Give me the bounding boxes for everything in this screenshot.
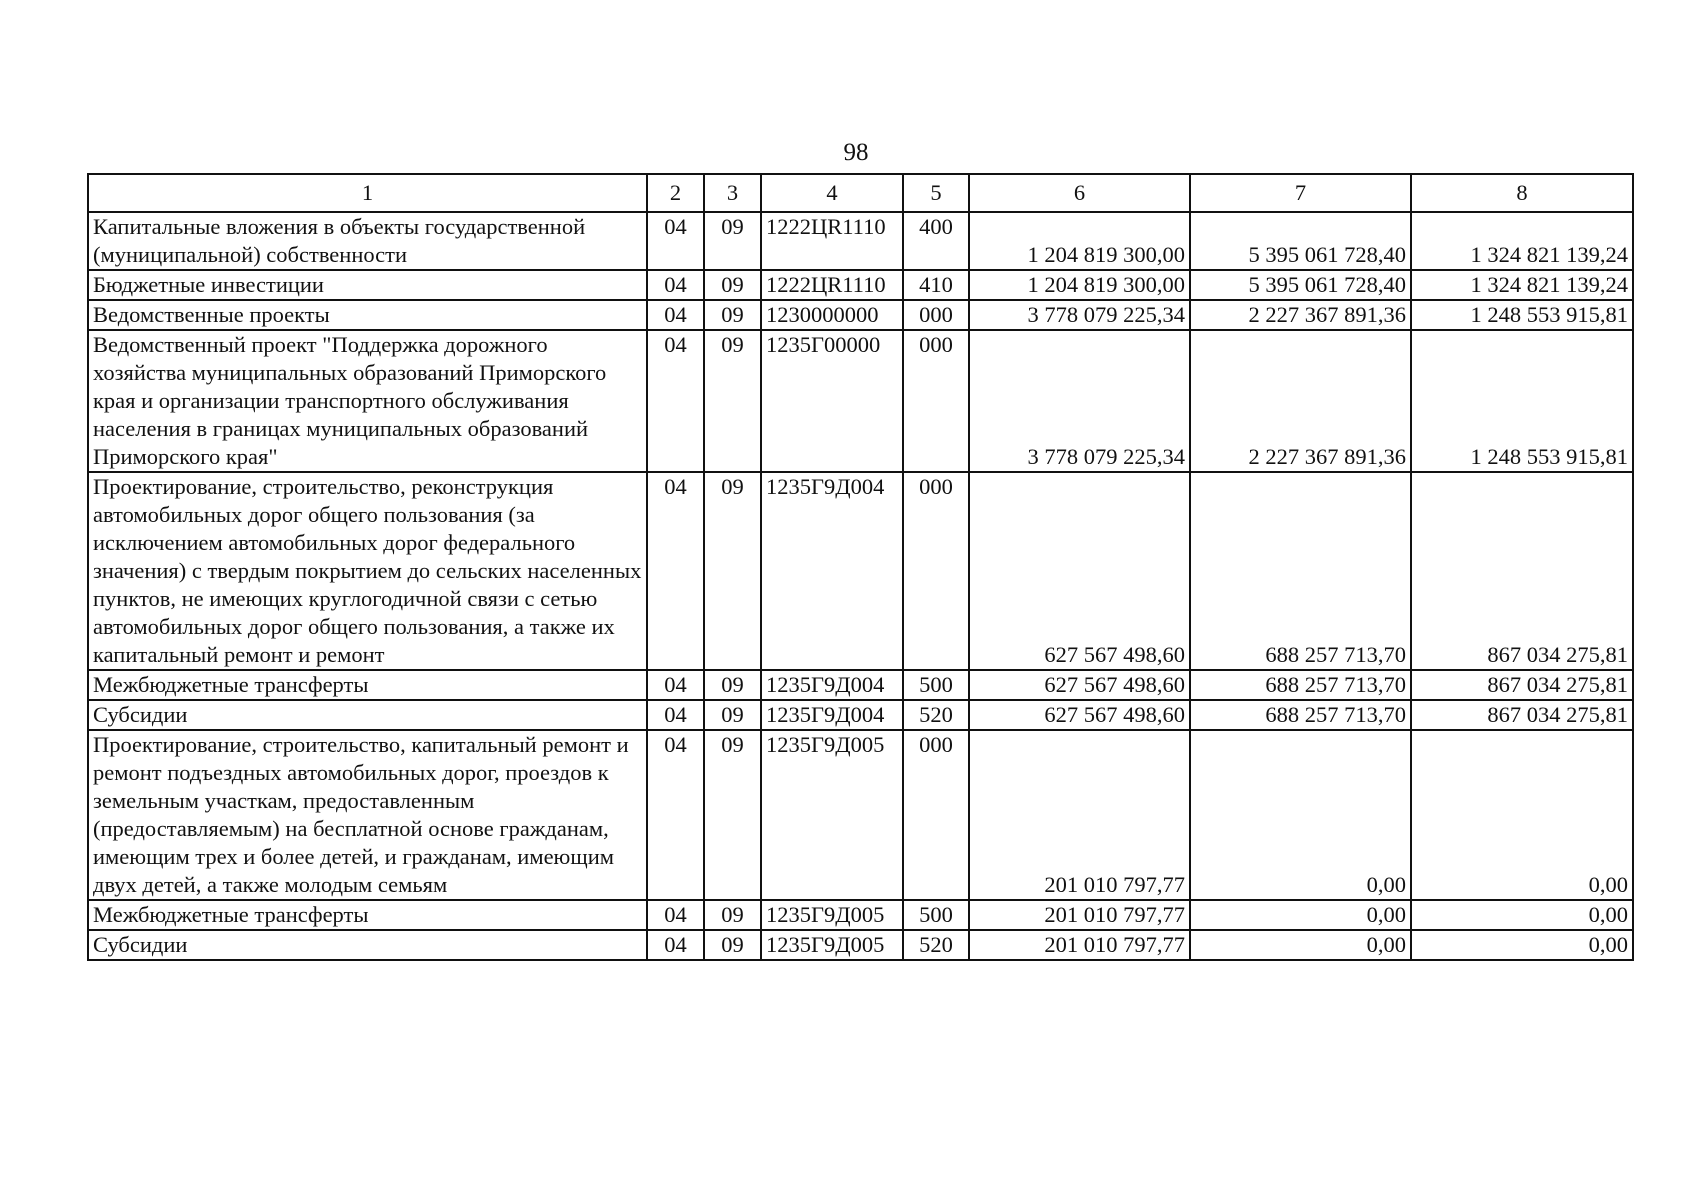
row-amount-8: 0,00: [1411, 730, 1633, 900]
row-code-3: 09: [704, 930, 761, 960]
row-code-3: 09: [704, 212, 761, 270]
row-code-5: 500: [903, 900, 969, 930]
row-name: Проектирование, строительство, капитальный ремонт и ремонт подъездных автомобильных дорог, проездов к земельным участкам, предоставленным (предоставляемым) на бесплатной основе гражданам, имеющим трех и более детей, и гражданам, имеющим двух детей, а также молодым семьям: [88, 730, 647, 900]
row-amount-6: 1 204 819 300,00: [969, 270, 1190, 300]
table-row: [88, 930, 1633, 960]
row-code-2: 04: [647, 670, 704, 700]
row-amount-8: 0,00: [1411, 900, 1633, 930]
row-amount-6: 1 204 819 300,00: [969, 212, 1190, 270]
row-amount-8: 1 324 821 139,24: [1411, 270, 1633, 300]
column-header: 7: [1190, 174, 1411, 212]
row-code-4: 1235Г9Д004: [761, 670, 903, 700]
row-amount-6: 627 567 498,60: [969, 700, 1190, 730]
row-code-3: 09: [704, 730, 761, 900]
row-code-3: 09: [704, 900, 761, 930]
row-code-2: 04: [647, 300, 704, 330]
row-code-2: 04: [647, 472, 704, 670]
row-code-3: 09: [704, 270, 761, 300]
table-row: [88, 300, 1633, 330]
column-header: 3: [704, 174, 761, 212]
table-row: [88, 730, 1633, 900]
row-code-2: 04: [647, 212, 704, 270]
row-code-5: 000: [903, 300, 969, 330]
row-code-5: 000: [903, 730, 969, 900]
row-amount-8: 1 248 553 915,81: [1411, 330, 1633, 472]
row-amount-6: 201 010 797,77: [969, 730, 1190, 900]
row-amount-7: 2 227 367 891,36: [1190, 330, 1411, 472]
row-name: Субсидии: [88, 930, 647, 960]
budget-table: [87, 173, 1634, 961]
row-amount-7: 2 227 367 891,36: [1190, 300, 1411, 330]
table-row: [88, 700, 1633, 730]
row-code-4: 1235Г9Д005: [761, 730, 903, 900]
row-amount-6: 201 010 797,77: [969, 930, 1190, 960]
column-header: 2: [647, 174, 704, 212]
table-row: [88, 330, 1633, 472]
row-amount-8: 0,00: [1411, 930, 1633, 960]
column-header: 1: [88, 174, 647, 212]
column-header: 5: [903, 174, 969, 212]
table-header-row: [88, 174, 1633, 212]
column-header: 4: [761, 174, 903, 212]
row-name: Межбюджетные трансферты: [88, 900, 647, 930]
row-amount-6: 627 567 498,60: [969, 472, 1190, 670]
row-amount-6: 3 778 079 225,34: [969, 300, 1190, 330]
row-code-5: 500: [903, 670, 969, 700]
row-amount-6: 3 778 079 225,34: [969, 330, 1190, 472]
table-row: [88, 472, 1633, 670]
row-amount-7: 688 257 713,70: [1190, 700, 1411, 730]
row-code-5: 410: [903, 270, 969, 300]
row-name: Капитальные вложения в объекты государственной (муниципальной) собственности: [88, 212, 647, 270]
row-amount-8: 867 034 275,81: [1411, 670, 1633, 700]
row-code-4: 1235Г9Д004: [761, 700, 903, 730]
column-header: 8: [1411, 174, 1633, 212]
row-amount-7: 0,00: [1190, 730, 1411, 900]
row-code-4: 1235Г00000: [761, 330, 903, 472]
row-name: Субсидии: [88, 700, 647, 730]
table-row: [88, 212, 1633, 270]
row-code-5: 400: [903, 212, 969, 270]
row-name: Межбюджетные трансферты: [88, 670, 647, 700]
row-code-5: 520: [903, 930, 969, 960]
row-code-2: 04: [647, 700, 704, 730]
row-code-3: 09: [704, 330, 761, 472]
row-amount-8: 1 324 821 139,24: [1411, 212, 1633, 270]
row-amount-7: 0,00: [1190, 930, 1411, 960]
column-header: 6: [969, 174, 1190, 212]
row-amount-8: 867 034 275,81: [1411, 700, 1633, 730]
row-code-2: 04: [647, 900, 704, 930]
table-row: [88, 270, 1633, 300]
row-amount-7: 0,00: [1190, 900, 1411, 930]
row-code-5: 520: [903, 700, 969, 730]
row-code-5: 000: [903, 330, 969, 472]
row-code-2: 04: [647, 730, 704, 900]
row-code-3: 09: [704, 670, 761, 700]
row-code-4: 1230000000: [761, 300, 903, 330]
row-code-2: 04: [647, 270, 704, 300]
page-number: 98: [843, 139, 869, 166]
row-name: Ведомственные проекты: [88, 300, 647, 330]
row-code-4: 1235Г9Д004: [761, 472, 903, 670]
row-amount-8: 1 248 553 915,81: [1411, 300, 1633, 330]
row-amount-7: 5 395 061 728,40: [1190, 270, 1411, 300]
row-code-2: 04: [647, 930, 704, 960]
table-row: [88, 670, 1633, 700]
row-amount-8: 867 034 275,81: [1411, 472, 1633, 670]
row-code-5: 000: [903, 472, 969, 670]
row-name: Бюджетные инвестиции: [88, 270, 647, 300]
row-code-2: 04: [647, 330, 704, 472]
row-code-3: 09: [704, 472, 761, 670]
row-amount-6: 627 567 498,60: [969, 670, 1190, 700]
row-amount-6: 201 010 797,77: [969, 900, 1190, 930]
row-amount-7: 688 257 713,70: [1190, 472, 1411, 670]
table-row: [88, 900, 1633, 930]
row-code-3: 09: [704, 300, 761, 330]
row-code-4: 1222ЦR1110: [761, 212, 903, 270]
row-amount-7: 5 395 061 728,40: [1190, 212, 1411, 270]
row-name: Проектирование, строительство, реконструкция автомобильных дорог общего пользования (за исключением автомобильных дорог федерального значения) с твердым покрытием до сельских населенных пунктов, не имеющих круглогодичной связи с сетью автомобильных дорог общего пользования, а также их капитальный ремонт и ремонт: [88, 472, 647, 670]
row-name: Ведомственный проект "Поддержка дорожного хозяйства муниципальных образований Приморского края и организации транспортного обслуживания населения в границах муниципальных образований Приморского края": [88, 330, 647, 472]
row-code-4: 1235Г9Д005: [761, 900, 903, 930]
row-code-3: 09: [704, 700, 761, 730]
row-amount-7: 688 257 713,70: [1190, 670, 1411, 700]
row-code-4: 1222ЦR1110: [761, 270, 903, 300]
row-code-4: 1235Г9Д005: [761, 930, 903, 960]
